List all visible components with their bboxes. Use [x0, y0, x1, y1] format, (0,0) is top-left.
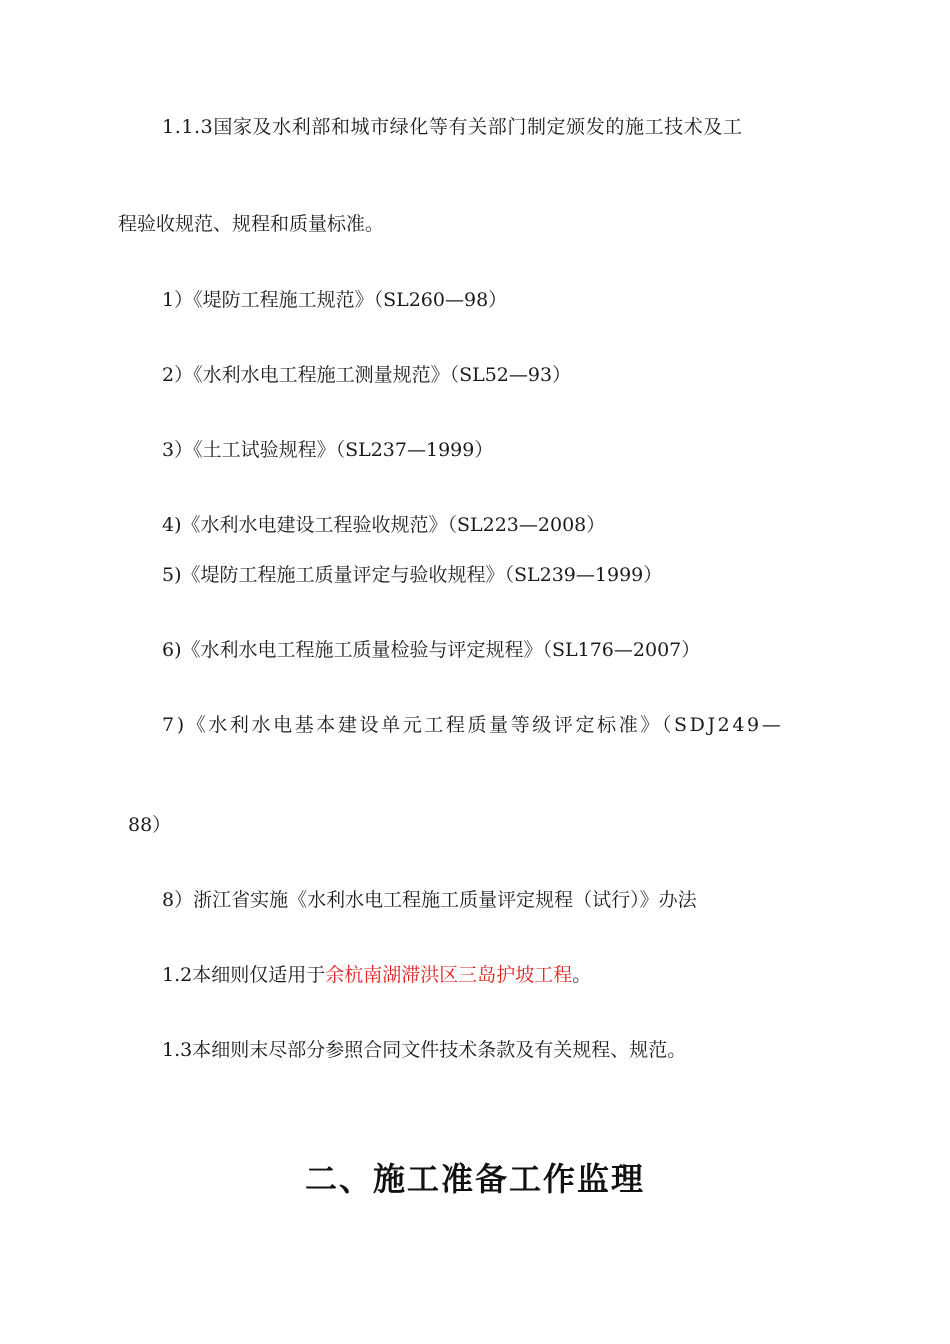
paragraph-1-3: 1.3本细则末尽部分参照合同文件技术条款及有关规程、规范。 [162, 1039, 687, 1061]
paragraph-1-2-suffix: 。 [572, 964, 592, 986]
section-heading: 二、施工准备工作监理 [304, 1160, 645, 1198]
paragraph-1-2-prefix: 1.2本细则仅适用于 [162, 964, 326, 986]
standard-item-5: 5)《堤防工程施工质量评定与验收规程》（SL239—1999） [162, 564, 663, 586]
standard-item-2: 2）《水利水电工程施工测量规范》（SL52—93） [162, 364, 572, 386]
standard-item-4: 4)《水利水电建设工程验收规范》（SL223—2008） [162, 514, 606, 536]
standard-item-7-line2: 88） [128, 814, 172, 836]
standard-item-7-line1: 7)《水利水电基本建设单元工程质量等级评定标准》（SDJ249— [162, 714, 784, 736]
paragraph-1-1-3-line1: 1.1.3国家及水利部和城市绿化等有关部门制定颁发的施工技术及工 [162, 116, 743, 138]
standard-item-6: 6)《水利水电工程施工质量检验与评定规程》（SL176—2007） [162, 639, 701, 661]
standard-item-8: 8）浙江省实施《水利水电工程施工质量评定规程（试行）》办法 [162, 889, 697, 911]
paragraph-1-1-3-line2: 程验收规范、规程和质量标准。 [118, 213, 385, 235]
standard-item-1: 1）《堤防工程施工规范》（SL260—98） [162, 289, 508, 311]
standard-item-3: 3）《土工试验规程》（SL237—1999） [162, 439, 494, 461]
project-name-highlight: 余杭南湖滞洪区三岛护坡工程 [325, 964, 573, 986]
paragraph-1-2 [162, 966, 591, 985]
